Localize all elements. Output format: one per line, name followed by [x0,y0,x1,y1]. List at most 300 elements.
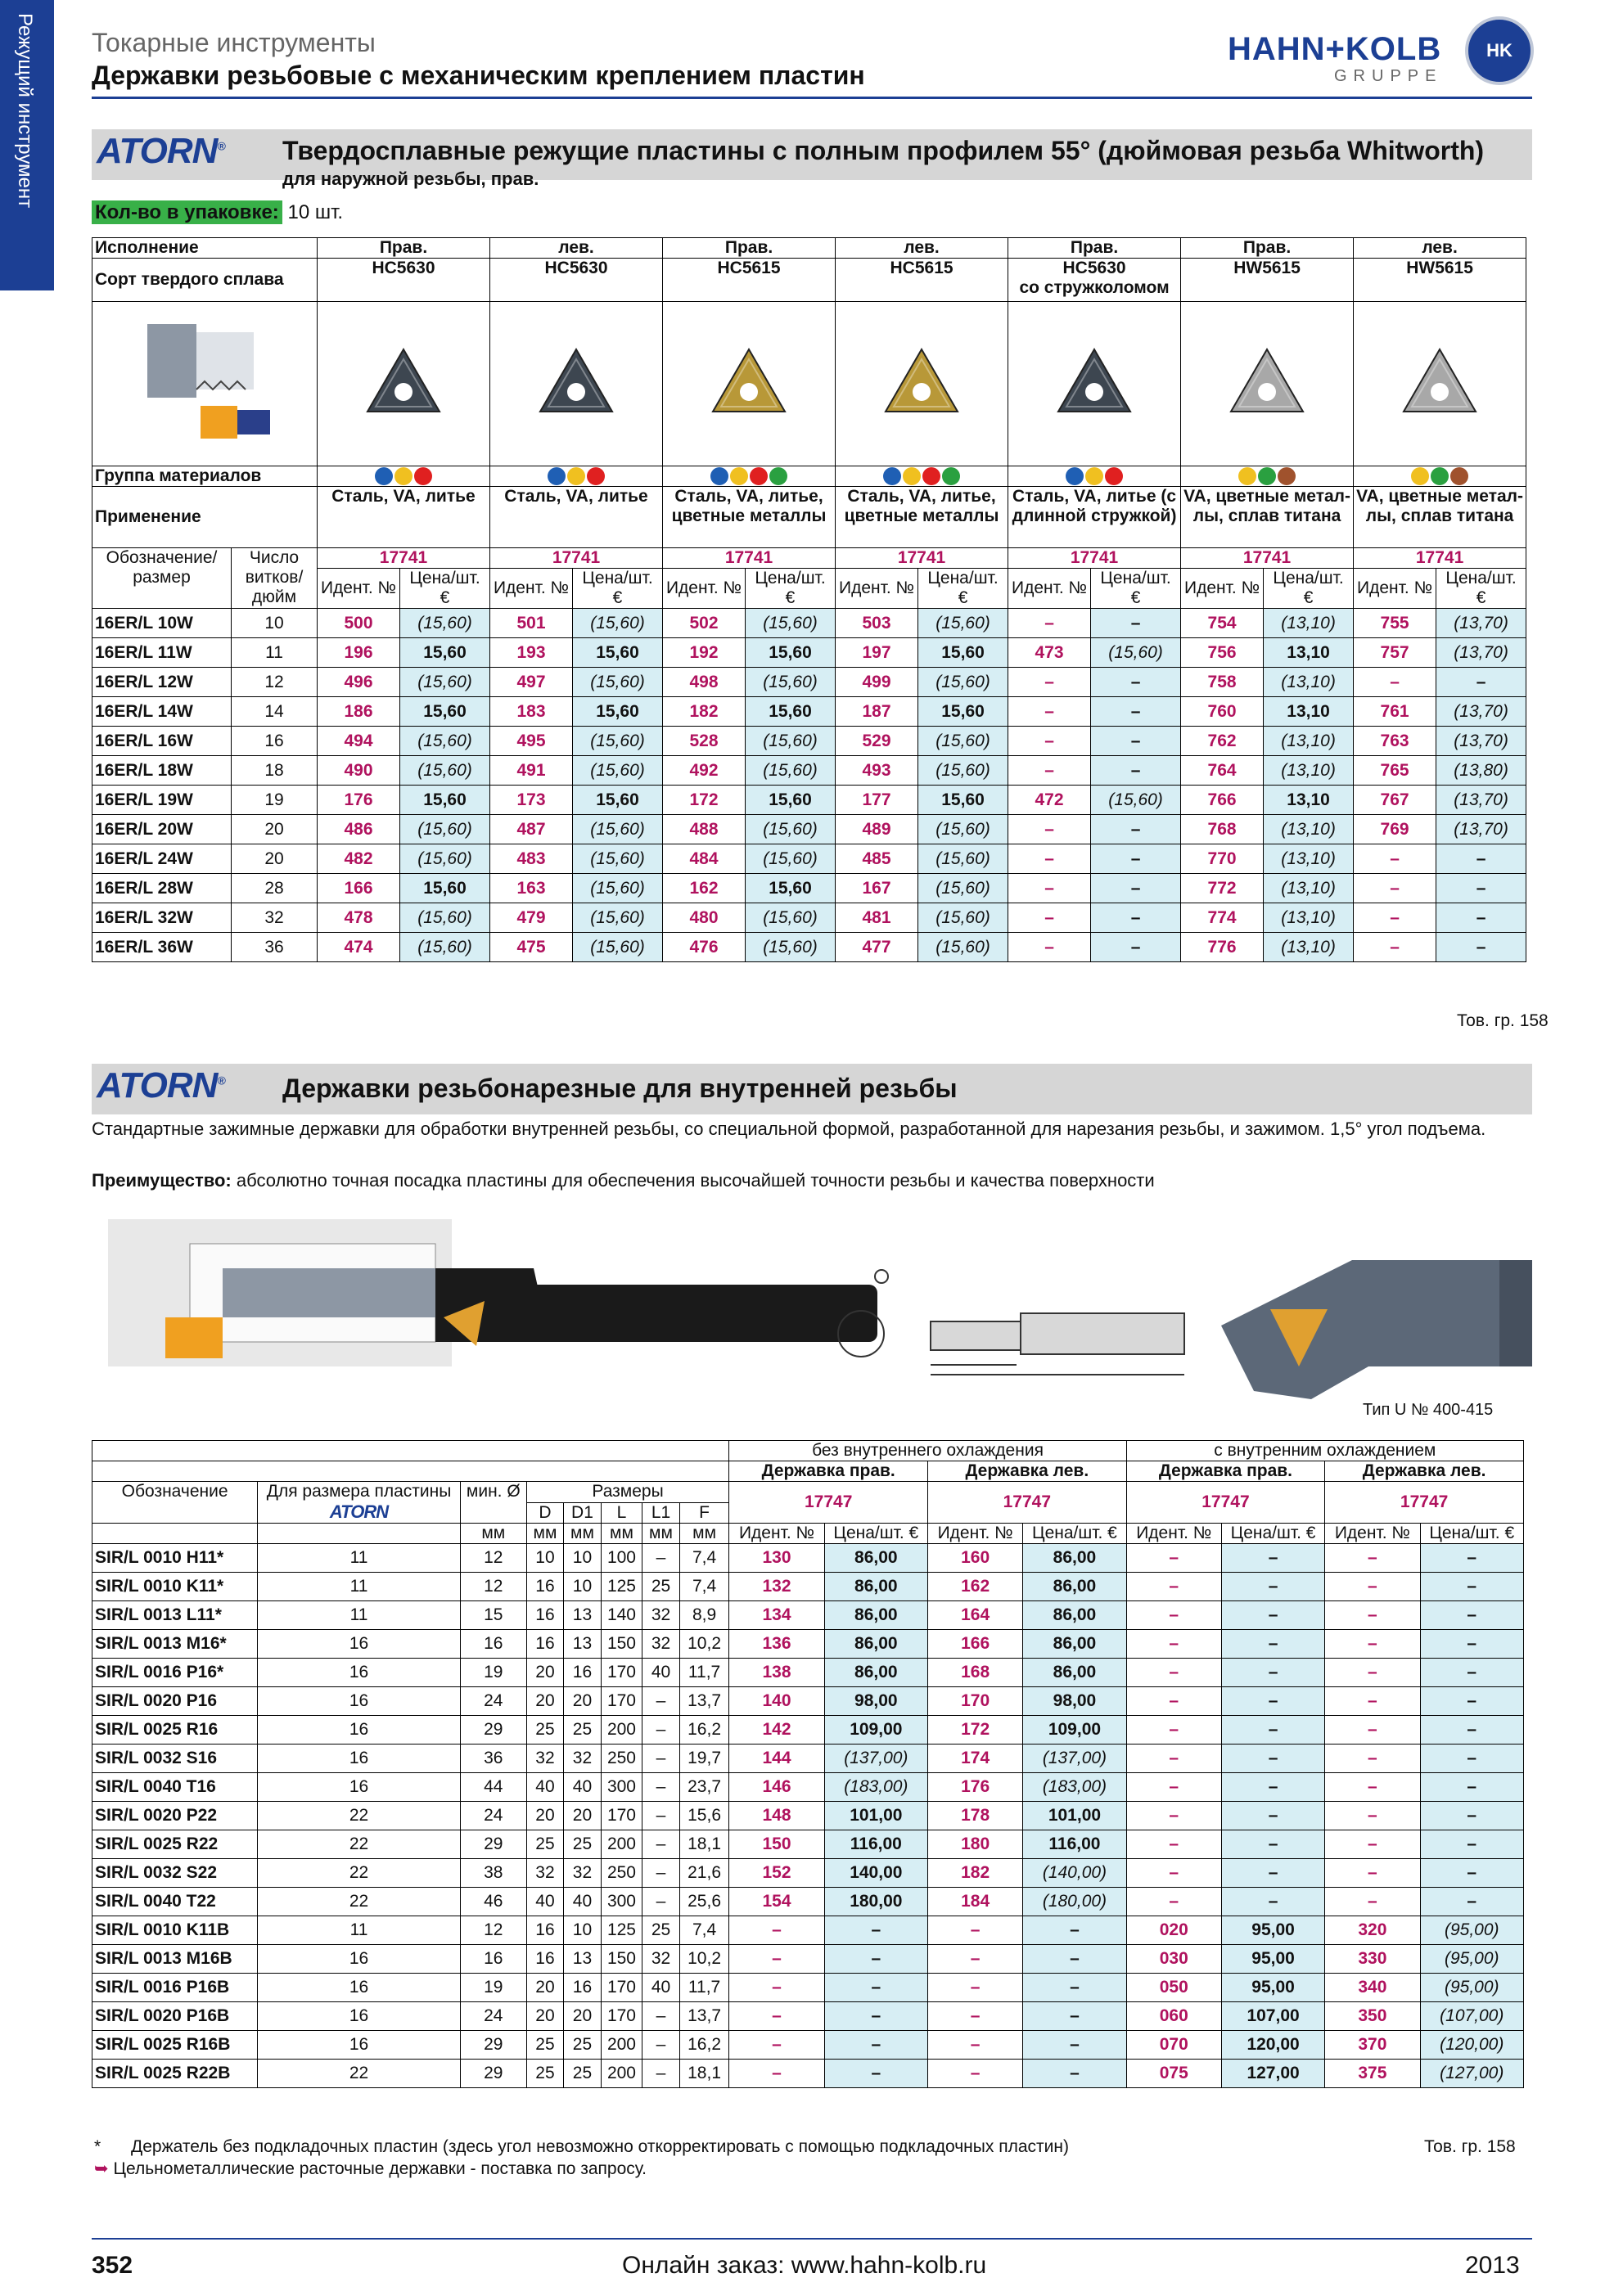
ident-cell: 320 [1325,1916,1420,1945]
price-cell: 86,00 [824,1630,927,1659]
price-cell: 98,00 [824,1687,927,1716]
table-row [92,1687,1524,1716]
ident-cell: – [1325,1573,1420,1601]
section2-description: Стандартные зажимные державки для обработки внутренней резьбы, со специальной формой, разработанной для нарезания резьбы, и зажимом. 1,5° угол подъема. [92,1119,1486,1139]
dimension-cell: 7,4 [679,1916,729,1945]
material-dot [548,467,566,485]
table-row [92,1716,1524,1745]
material-dot [942,467,960,485]
dimension-cell: 10 [526,1544,563,1573]
ident-cell: – [729,2031,824,2060]
plate-size-cell: 11 [258,1601,461,1630]
material-dot [1431,467,1449,485]
dimension-cell: 16,2 [679,1716,729,1745]
tpi-cell: 12 [232,668,318,697]
table-row [92,1830,1524,1859]
logo-emblem: HK [1465,16,1534,85]
price-cell: – [1221,1859,1324,1888]
designation-cell: SIR/L 0020 P16 [92,1687,258,1716]
dimension-cell: – [642,2002,679,2031]
price-cell: (13,70) [1436,609,1526,638]
ident-cell: – [1325,1888,1420,1916]
price-cell: – [1420,1773,1524,1802]
dimension-cell: – [642,1544,679,1573]
price-cell: – [1420,1716,1524,1745]
price-cell: 101,00 [824,1802,927,1830]
price-cell: 15,60 [746,697,836,727]
advantage-label: Преимущество: [92,1170,232,1191]
blank-cell [92,1524,258,1544]
dimension-cell: 13,7 [679,2002,729,2031]
price-cell: (15,60) [400,668,490,697]
price-cell: (15,60) [746,668,836,697]
dimension-cell: 16 [564,1659,601,1687]
ident-cell: 340 [1325,1974,1420,2002]
ident-cell: 772 [1181,874,1264,903]
ident-cell: – [729,1916,824,1945]
price-cell: (15,60) [746,903,836,933]
designation-cell: SIR/L 0040 T16 [92,1773,258,1802]
price-cell: 86,00 [1023,1630,1126,1659]
grade-label: Сорт твердого сплава [92,259,318,302]
tpi-label: Числo витков/ дюйм [232,548,318,609]
exec-cell: лев. [1354,238,1526,259]
price-cell: – [1023,2060,1126,2088]
ident-cell: 176 [318,786,400,815]
dimension-cell: 13 [564,1601,601,1630]
price-cell: – [1091,609,1181,638]
blank-cell [92,1441,729,1461]
logo-main-text: HAHN+KOLB [1228,31,1442,67]
price-cell: (15,60) [918,874,1008,903]
ident-cell: – [1325,1745,1420,1773]
ident-cell: – [1325,1630,1420,1659]
ident-cell: – [928,2060,1023,2088]
price-cell: – [1221,1659,1324,1687]
ident-cell: – [1354,668,1436,697]
ident-cell: 186 [318,697,400,727]
dimension-cell: 11,7 [679,1659,729,1687]
material-dot [730,467,748,485]
ident-cell: – [1325,1716,1420,1745]
price-cell: – [1023,1974,1126,2002]
dimension-cell: 16 [564,1974,601,2002]
ident-cell: 197 [836,638,918,668]
ident-cell: 184 [928,1888,1023,1916]
price-cell: (15,60) [918,609,1008,638]
ident-cell: 130 [729,1544,824,1573]
min-diameter-cell: 19 [460,1659,526,1687]
table-row [92,1859,1524,1888]
designation-label: Обозначение/ размер [92,548,232,609]
designation-cell: 16ER/L 36W [92,933,232,962]
application-cell: VA, цветные метал- лы, сплав титана [1181,487,1354,548]
price-cell: 86,00 [1023,1659,1126,1687]
price-cell: – [824,1916,927,1945]
ident-cell: 132 [729,1573,824,1601]
ident-cell: 776 [1181,933,1264,962]
table-row [92,815,1526,844]
dimension-cell: 125 [601,1573,642,1601]
ident-cell: 192 [663,638,746,668]
ident-cell: 757 [1354,638,1436,668]
dimension-cell: 16 [526,1630,563,1659]
ident-cell: – [729,1945,824,1974]
material-dots [1354,466,1526,487]
ident-cell: 500 [318,609,400,638]
pack-info [92,201,343,224]
footer-rule [92,2238,1532,2240]
plate-size-cell: 11 [258,1544,461,1573]
ident-cell: 375 [1325,2060,1420,2088]
price-cell: (15,60) [573,844,663,874]
price-cell: (13,10) [1264,844,1354,874]
ident-cell: – [928,1974,1023,2002]
price-cell: (15,60) [400,727,490,756]
ident-cell: 474 [318,933,400,962]
dimension-cell: 170 [601,2002,642,2031]
price-cell: (15,60) [400,815,490,844]
price-cell: – [1091,756,1181,786]
grade-cell: HC5630 со стружколомом [1008,259,1181,302]
ident-cell: 176 [928,1773,1023,1802]
plate-size-cell: 16 [258,2031,461,2060]
dimension-cell: 300 [601,1773,642,1802]
plate-size-cell: 22 [258,2060,461,2088]
dimension-cell: 150 [601,1630,642,1659]
material-dot [1105,467,1123,485]
ident-header: Идент. № [1325,1524,1420,1544]
ident-cell: 162 [663,874,746,903]
designation-cell: 16ER/L 10W [92,609,232,638]
price-cell: (15,60) [746,844,836,874]
table-row [92,1601,1524,1630]
unit-cell: мм [564,1524,601,1544]
dimension-label: D1 [564,1502,601,1524]
plate-size-header: Для размера пластины ATORN [258,1482,461,1524]
price-cell: (13,70) [1436,727,1526,756]
section1-product-group: Тов. гр. 158 [1457,1011,1549,1030]
table-row [92,2002,1524,2031]
min-diameter-cell: 29 [460,1830,526,1859]
material-row [92,466,1526,487]
ident-cell: 774 [1181,903,1264,933]
dimension-cell: 25 [642,1916,679,1945]
ident-cell: 490 [318,756,400,786]
price-cell: (15,60) [746,727,836,756]
price-cell: – [1436,874,1526,903]
price-header: Цена/шт. € [1221,1524,1324,1544]
order-link[interactable]: Онлайн заказ: www.hahn-kolb.ru [622,2252,987,2279]
thread-cut-illustration [108,1219,452,1366]
ident-header: Идент. № [729,1524,824,1544]
price-cell: (13,10) [1264,874,1354,903]
material-dot [1085,467,1103,485]
price-cell: (15,60) [573,609,663,638]
dimension-cell: 140 [601,1601,642,1630]
ident-cell: 755 [1354,609,1436,638]
ident-cell: – [1126,1573,1221,1601]
price-cell: 86,00 [1023,1601,1126,1630]
article-number: 17741 [1181,548,1354,569]
price-cell: – [1221,1802,1324,1830]
table-row [92,727,1526,756]
min-diameter-cell: 24 [460,1802,526,1830]
ident-cell: 172 [928,1716,1023,1745]
price-cell: (15,60) [400,844,490,874]
ident-cell: 760 [1181,697,1264,727]
company-logo [1228,16,1531,90]
ident-cell: – [1008,668,1091,697]
price-cell: 180,00 [824,1888,927,1916]
plate-size-cell: 16 [258,1630,461,1659]
insert-image [318,302,490,466]
ident-cell: – [1008,727,1091,756]
price-cell: – [1091,668,1181,697]
article-number: 17741 [1354,548,1526,569]
designation-cell: SIR/L 0010 K11* [92,1573,258,1601]
designation-header: Обозначение [92,1482,258,1524]
price-header: Цена/шт. € [746,569,836,609]
price-cell: (13,10) [1264,903,1354,933]
material-dot [1450,467,1468,485]
holder-side-header: Державка лев. [1325,1461,1524,1482]
dimension-cell: 20 [526,1687,563,1716]
designation-cell: 16ER/L 14W [92,697,232,727]
material-dot [587,467,605,485]
catalog-year: 2013 [1465,2252,1520,2279]
price-cell: – [1420,1830,1524,1859]
ident-cell: 496 [318,668,400,697]
material-dot [414,467,432,485]
ident-cell: – [1354,933,1436,962]
ident-cell: 183 [490,697,573,727]
price-cell: (15,60) [746,933,836,962]
designation-cell: SIR/L 0013 M16B [92,1945,258,1974]
ident-cell: 489 [836,815,918,844]
article-number: 17747 [729,1482,928,1524]
price-cell: (13,70) [1436,638,1526,668]
price-cell: 86,00 [824,1601,927,1630]
grade-row [92,259,1526,302]
ident-cell: 499 [836,668,918,697]
footnote-arrow-line [94,2159,647,2179]
ident-cell: 765 [1354,756,1436,786]
ident-cell: 492 [663,756,746,786]
grade-cell: HC5615 [836,259,1008,302]
price-cell: – [1023,1916,1126,1945]
insert-image [836,302,1008,466]
ident-cell: 136 [729,1630,824,1659]
unit-cell: мм [601,1524,642,1544]
price-cell: 15,60 [746,874,836,903]
article-number: 17741 [836,548,1008,569]
tpi-cell: 16 [232,727,318,756]
price-cell: 13,10 [1264,638,1354,668]
ident-cell: – [1126,1830,1221,1859]
dimension-cell: – [642,1745,679,1773]
material-dots [663,466,836,487]
plate-size-cell: 22 [258,1888,461,1916]
dimension-label: L [601,1502,642,1524]
ident-cell: 177 [836,786,918,815]
price-cell: (15,60) [573,668,663,697]
ident-cell: – [1325,1773,1420,1802]
dimension-cell: – [642,1687,679,1716]
ident-cell: 501 [490,609,573,638]
min-diameter-cell: 15 [460,1601,526,1630]
ident-cell: – [1325,1544,1420,1573]
unit-cell: мм [679,1524,729,1544]
dimension-cell: 21,6 [679,1859,729,1888]
ident-cell: 142 [729,1716,824,1745]
dimension-cell: – [642,1716,679,1745]
dimension-cell: 16 [526,1945,563,1974]
ident-cell: 503 [836,609,918,638]
ident-cell: 148 [729,1802,824,1830]
ident-cell: 483 [490,844,573,874]
price-cell: – [1221,1544,1324,1573]
ident-cell: 478 [318,903,400,933]
exec-cell: Прав. [1008,238,1181,259]
price-cell: 15,60 [400,874,490,903]
ident-cell: 150 [729,1830,824,1859]
material-dot [394,467,413,485]
price-cell: – [1091,933,1181,962]
price-cell: (15,60) [400,756,490,786]
plate-size-cell: 16 [258,1659,461,1687]
price-cell: – [1091,697,1181,727]
dimension-cell: 32 [642,1630,679,1659]
application-cell: VA, цветные метал- лы, сплав титана [1354,487,1526,548]
grade-cell: HC5630 [490,259,663,302]
dimension-cell: 20 [564,2002,601,2031]
plate-size-cell: 22 [258,1859,461,1888]
tpi-cell: 19 [232,786,318,815]
price-header: Цена/шт. € [1436,569,1526,609]
min-diameter-cell: 12 [460,1916,526,1945]
price-cell: 95,00 [1221,1945,1324,1974]
table-row [92,609,1526,638]
dimension-label: F [679,1502,729,1524]
price-header: Цена/шт. € [1023,1524,1126,1544]
min-diameter-header: мин. Ø [460,1482,526,1524]
ident-cell: 350 [1325,2002,1420,2031]
price-cell: (15,60) [573,933,663,962]
header-rule [92,97,1532,99]
price-cell: (13,10) [1264,668,1354,697]
table-row [92,756,1526,786]
dimension-cell: 8,9 [679,1601,729,1630]
ident-cell: 163 [490,874,573,903]
section1-subtitle: для наружной резьбы, прав. [282,169,539,189]
table-row [92,2031,1524,2060]
ident-cell: 182 [928,1859,1023,1888]
price-cell: (13,10) [1264,933,1354,962]
application-cell: Сталь, VA, литье, цветные металлы [836,487,1008,548]
ident-cell: – [928,1945,1023,1974]
ident-cell: 166 [318,874,400,903]
price-cell: (15,60) [400,609,490,638]
price-cell: (15,60) [918,903,1008,933]
material-dots [318,466,490,487]
ident-cell: 144 [729,1745,824,1773]
unit-cell: мм [526,1524,563,1544]
dimension-cell: 32 [564,1745,601,1773]
ident-cell: – [729,1974,824,2002]
price-cell: – [1221,1745,1324,1773]
designation-cell: 16ER/L 19W [92,786,232,815]
page-number: 352 [92,2252,133,2279]
exec-cell: лев. [836,238,1008,259]
material-dot [375,467,393,485]
dimension-cell: 25 [564,1716,601,1745]
designation-cell: 16ER/L 20W [92,815,232,844]
price-cell: (15,60) [1091,638,1181,668]
price-cell: – [1420,1544,1524,1573]
table-row [92,1916,1524,1945]
dimension-cell: 25 [526,1830,563,1859]
designation-cell: SIR/L 0016 P16* [92,1659,258,1687]
dimension-cell: 19,7 [679,1745,729,1773]
price-cell: – [1091,727,1181,756]
ident-cell: 494 [318,727,400,756]
holder-side-header: Державка прав. [729,1461,928,1482]
material-dots [1181,466,1354,487]
article-number: 17747 [928,1482,1127,1524]
dimension-cell: 250 [601,1745,642,1773]
article-number: 17741 [663,548,836,569]
price-cell: 140,00 [824,1859,927,1888]
application-label: Применение [92,487,318,548]
price-cell: (15,60) [746,756,836,786]
price-cell: (13,70) [1436,697,1526,727]
table-row [92,844,1526,874]
price-cell: 95,00 [1221,1974,1324,2002]
dimension-cell: 25 [564,2060,601,2088]
dimension-cell: – [642,1773,679,1802]
material-dot [1238,467,1256,485]
price-cell: (15,60) [918,756,1008,786]
price-cell: – [1436,668,1526,697]
table-row [92,1630,1524,1659]
plate-size-cell: 22 [258,1830,461,1859]
price-cell: (107,00) [1420,2002,1524,2031]
price-cell: (95,00) [1420,1945,1524,1974]
section2-title: Державки резьбонарезные для внутренней резьбы [282,1074,958,1103]
ident-cell: 180 [928,1830,1023,1859]
dimension-label: D [526,1502,563,1524]
price-cell: 15,60 [746,786,836,815]
material-dots [490,466,663,487]
designation-cell: 16ER/L 11W [92,638,232,668]
dimension-cell: 11,7 [679,1974,729,2002]
ident-cell: 529 [836,727,918,756]
price-cell: – [824,2031,927,2060]
price-cell: (15,60) [400,933,490,962]
price-cell: (15,60) [918,668,1008,697]
price-cell: 116,00 [824,1830,927,1859]
designation-cell: SIR/L 0040 T22 [92,1888,258,1916]
plate-size-cell: 11 [258,1573,461,1601]
price-cell: – [1091,815,1181,844]
ident-cell: 174 [928,1745,1023,1773]
dimension-cell: – [642,2031,679,2060]
dimension-cell: 32 [526,1859,563,1888]
insert-image [1181,302,1354,466]
designation-cell: SIR/L 0032 S22 [92,1859,258,1888]
plate-size-cell: 16 [258,2002,461,2031]
